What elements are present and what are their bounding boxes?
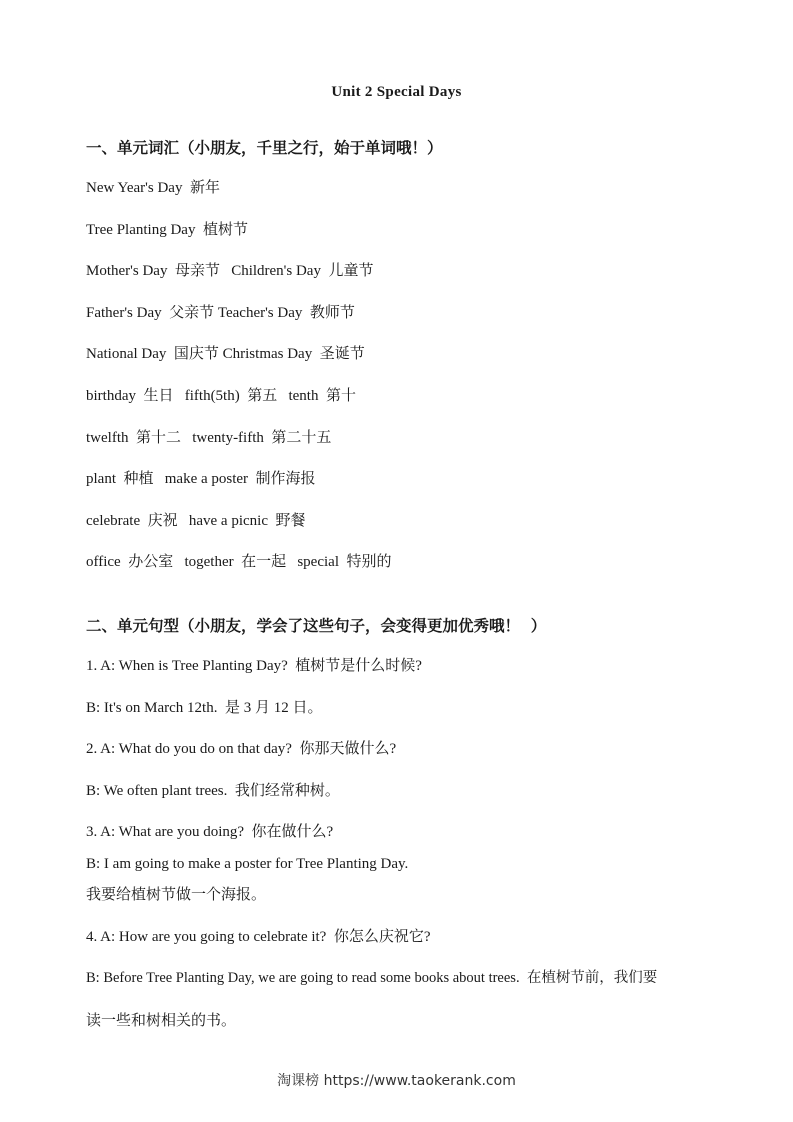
sentence-line: B: I am going to make a poster for Tree Planting Day. [86,856,409,872]
sentence-line: B: Before Tree Planting Day, we are going to read some books about trees. 在植树节前，我们要 [86,970,658,986]
document-title: Unit 2 Special Days [331,84,462,100]
sentence-line: 1. A: When is Tree Planting Day? 植树节是什么时候? [86,658,422,674]
footer-watermark: 淘课榜 https://www.taokerank.com [277,1073,516,1089]
sentence-line: 读一些和树相关的书。 [86,1013,237,1029]
vocab-line: celebrate 庆祝 have a picnic 野餐 [86,513,306,529]
section-heading-sentences: 二、单元句型（小朋友，学会了这些句子，会变得更加优秀哦！ ） [86,617,547,635]
sentence-line: B: We often plant trees. 我们经常种树。 [86,783,340,799]
vocab-line: Tree Planting Day 植树节 [86,222,248,238]
vocab-line: National Day 国庆节 Christmas Day 圣诞节 [86,346,365,362]
vocab-line: twelfth 第十二 twenty-fifth 第二十五 [86,430,332,446]
vocab-line: Father's Day 父亲节 Teacher's Day 教师节 [86,305,355,321]
section-heading-vocabulary: 一、单元词汇（小朋友，千里之行，始于单词哦！） [86,139,443,157]
sentence-line: 3. A: What are you doing? 你在做什么? [86,824,334,840]
sentence-line: B: It's on March 12th. 是 3 月 12 日。 [86,700,323,716]
sentence-line: 2. A: What do you do on that day? 你那天做什么? [86,741,397,757]
vocab-line: plant 种植 make a poster 制作海报 [86,471,316,487]
vocab-line: New Year's Day 新年 [86,180,220,196]
sentence-line: 我要给植树节做一个海报。 [86,887,267,903]
vocab-line: office 办公室 together 在一起 special 特别的 [86,554,392,570]
vocab-line: Mother's Day 母亲节 Children's Day 儿童节 [86,263,374,279]
vocab-line: birthday 生日 fifth(5th) 第五 tenth 第十 [86,388,356,404]
sentence-line: 4. A: How are you going to celebrate it? 你怎么庆祝它? [86,929,431,945]
